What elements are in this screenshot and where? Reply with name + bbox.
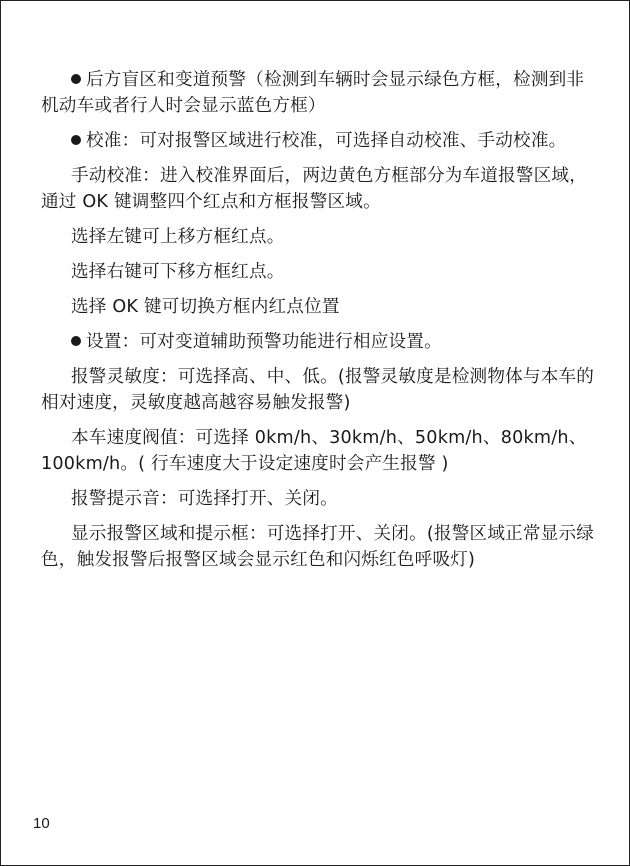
paragraph-display-area bbox=[41, 521, 596, 573]
paragraph-text: 报警提示音：可选择打开、关闭。 bbox=[71, 489, 338, 509]
paragraph-text: 选择左键可上移方框红点。 bbox=[71, 227, 285, 247]
paragraph-speed-threshold bbox=[41, 425, 596, 477]
paragraph-text: 后方盲区和变道预警（检测到车辆时会显示绿色方框，检测到非机动车或者行人时会显示蓝色方框） bbox=[41, 70, 585, 116]
paragraph-text: 显示报警区域和提示框：可选择打开、关闭。(报警区域正常显示绿色，触发报警后报警区域会显示红色和闪烁红色呼吸灯) bbox=[41, 524, 595, 570]
paragraph-text: 手动校准：进入校准界面后，两边黄色方框部分为车道报警区域，通过 OK 键调整四个红点和方框报警区域。 bbox=[41, 166, 588, 212]
paragraph-ok-key bbox=[41, 294, 596, 320]
bullet-icon bbox=[71, 74, 81, 84]
paragraph-calibration bbox=[41, 128, 596, 154]
paragraph-blind-spot bbox=[41, 67, 596, 119]
paragraph-text: 本车速度阀值：可选择 0km/h、30km/h、50km/h、80km/h、100km/h。( 行车速度大于设定速度时会产生报警 ) bbox=[41, 428, 587, 474]
paragraph-text: 选择 OK 键可切换方框内红点位置 bbox=[71, 297, 340, 317]
paragraph-left-key bbox=[41, 224, 596, 250]
paragraph-text: 设置：可对变道辅助预警功能进行相应设置。 bbox=[86, 332, 442, 352]
bullet-icon bbox=[71, 336, 81, 346]
paragraph-text: 选择右键可下移方框红点。 bbox=[71, 262, 285, 282]
bullet-icon bbox=[71, 135, 81, 145]
paragraph-settings bbox=[41, 329, 596, 355]
paragraph-text: 报警灵敏度：可选择高、中、低。(报警灵敏度是检测物体与本车的相对速度，灵敏度越高越容易触发报警) bbox=[41, 367, 595, 413]
paragraph-right-key bbox=[41, 259, 596, 285]
paragraph-sensitivity bbox=[41, 364, 596, 416]
paragraph-manual-calibration bbox=[41, 163, 596, 215]
paragraph-text: 校准：可对报警区域进行校准，可选择自动校准、手动校准。 bbox=[86, 131, 567, 151]
page-content bbox=[41, 67, 596, 582]
paragraph-alert-sound bbox=[41, 486, 596, 512]
page-number: 10 bbox=[33, 815, 50, 832]
